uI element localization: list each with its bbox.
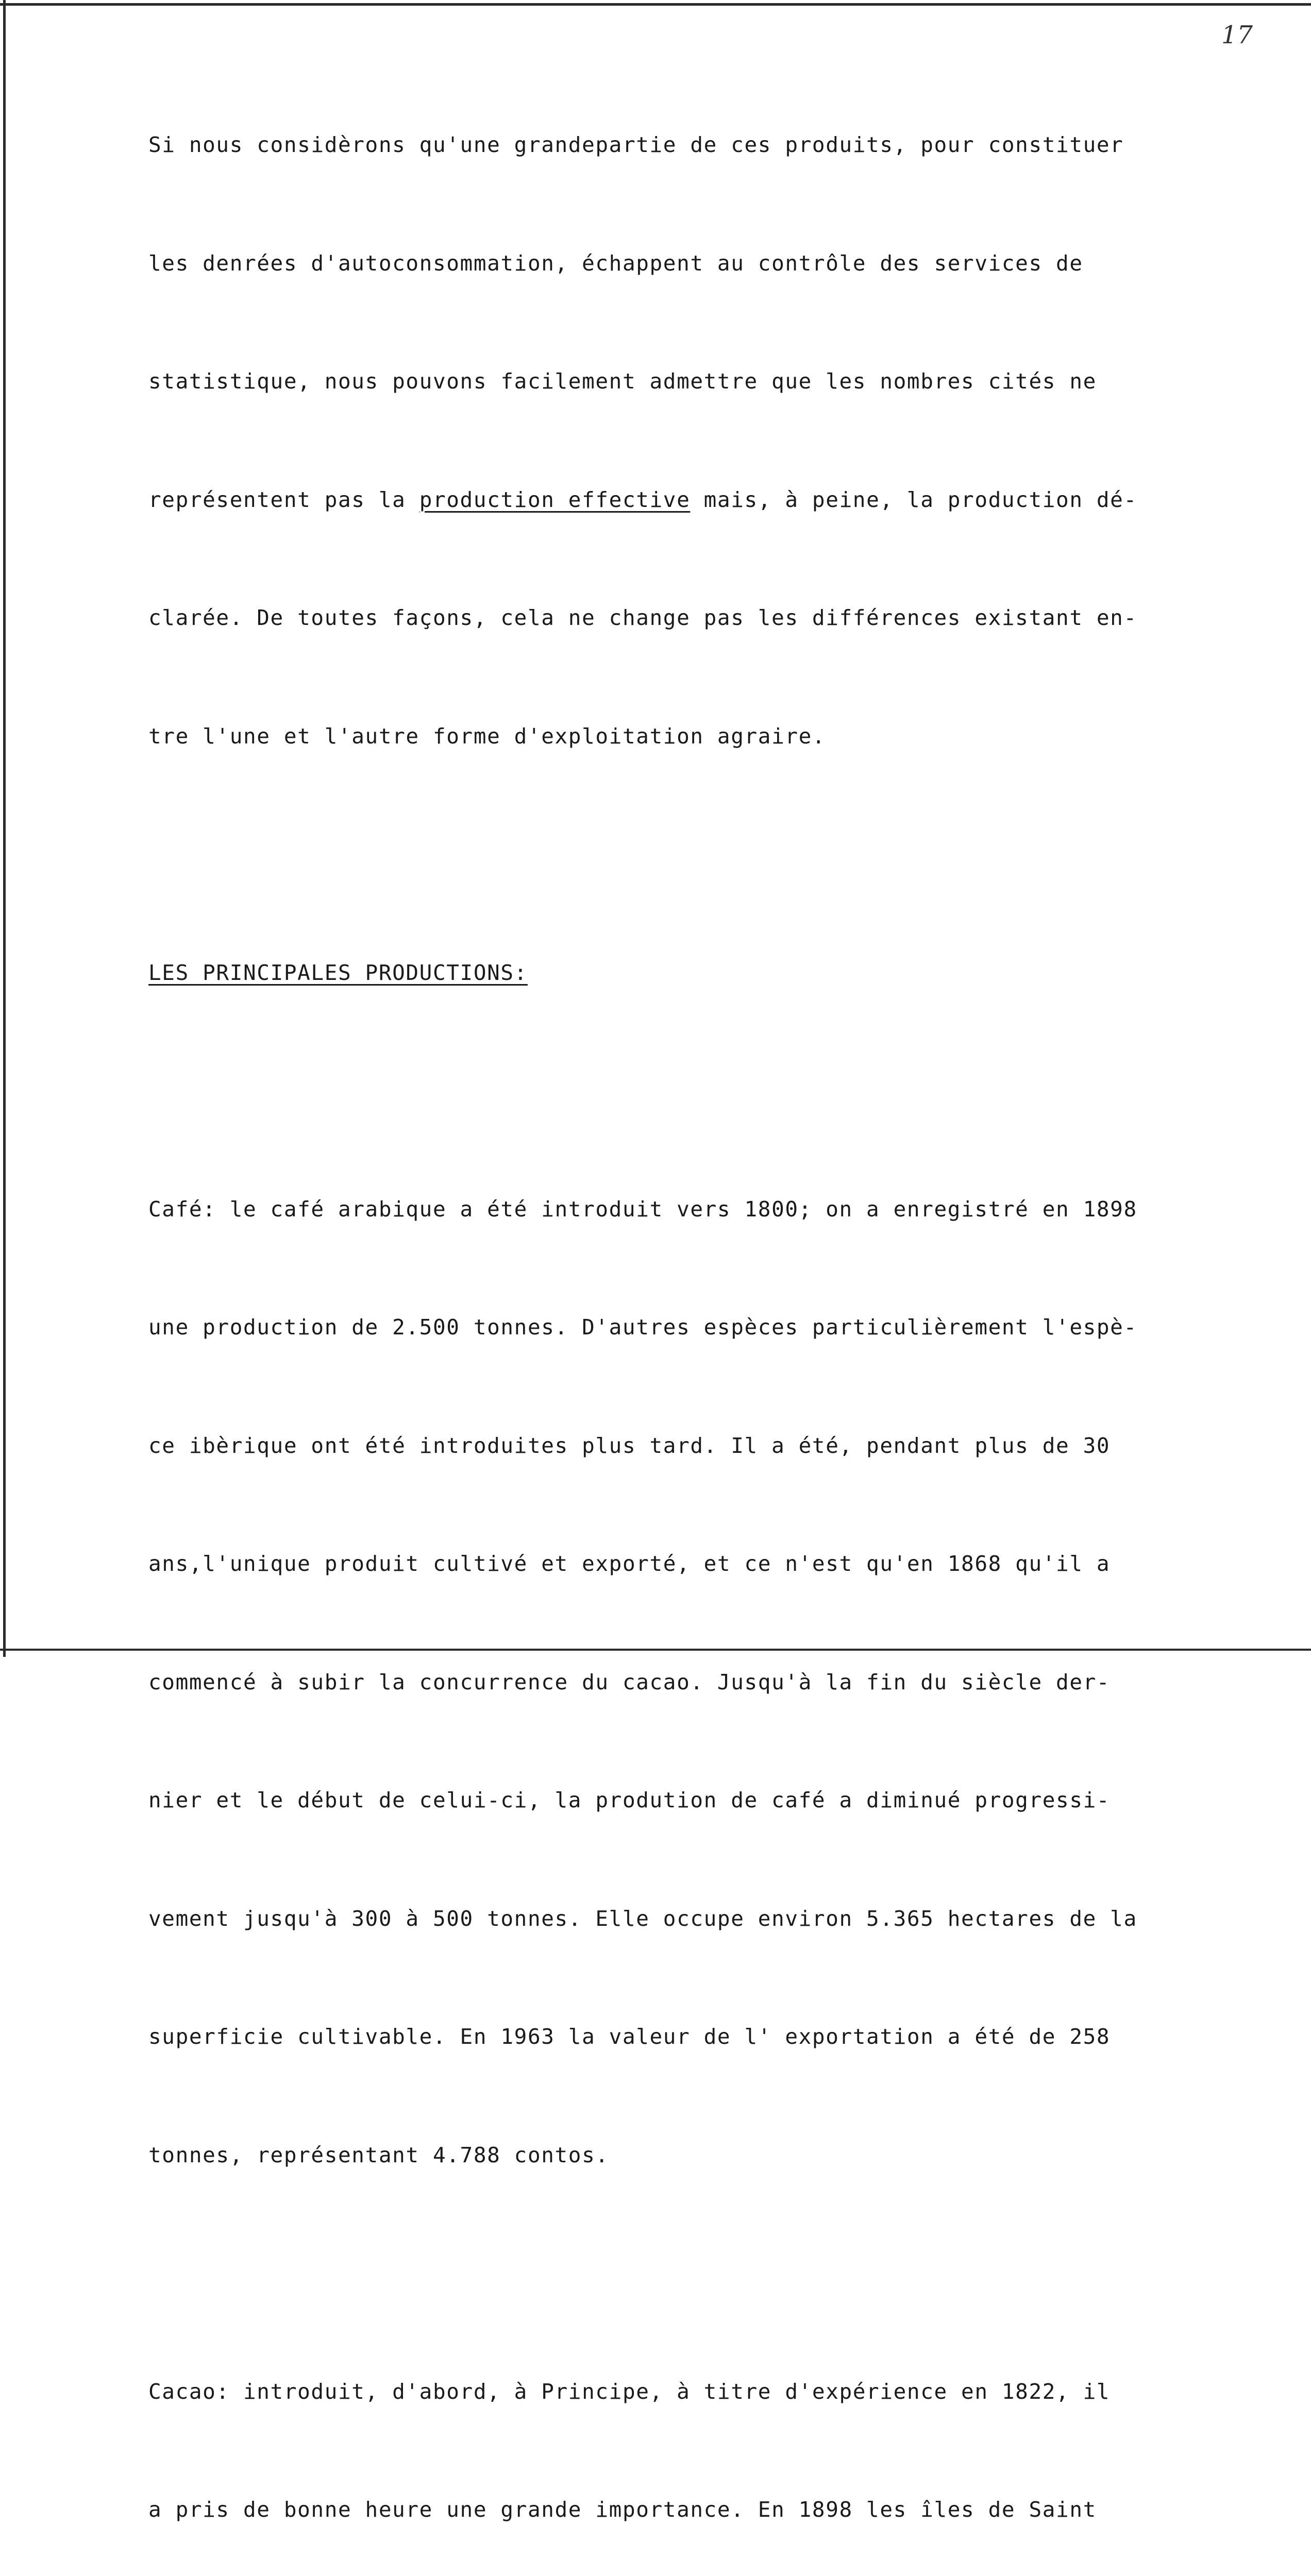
- text-line: clarée. De toutes façons, cela ne change pas les différences existant en-: [148, 605, 1137, 630]
- text-line: une production de 2.500 tonnes. D'autres espèces particulièrement l'espè-: [148, 1315, 1137, 1340]
- heading-principales-productions: LES PRINCIPALES PRODUCTIONS:: [148, 960, 528, 985]
- text-line: a pris de bonne heure une grande importance. En 1898 les îles de Saint: [148, 2497, 1097, 2522]
- text-line: statistique, nous pouvons facilement admettre que les nombres cités ne: [148, 369, 1097, 394]
- text-line: ans,l'unique produit cultivé et exporté, et ce n'est qu'en 1868 qu'il a: [148, 1551, 1111, 1576]
- text-line: vement jusqu'à 300 à 500 tonnes. Elle occupe environ 5.365 hectares de la: [148, 1906, 1137, 1931]
- top-margin-rule: [0, 3, 1311, 6]
- left-margin-rule: [3, 0, 6, 1657]
- page-number: 17: [1221, 21, 1253, 49]
- text-line: commencé à subir la concurrence du cacao. Jusqu'à la fin du siècle der-: [148, 1669, 1111, 1694]
- text-line: les denrées d'autoconsommation, échappent au contrôle des services de: [148, 250, 1083, 276]
- text-line: superficie cultivable. En 1963 la valeur de l' exportation a été de 258: [148, 2024, 1111, 2049]
- text-line: tonnes, représentant 4.788 contos.: [148, 2142, 609, 2167]
- section-heading: [148, 953, 1287, 993]
- text-line: nier et le début de celui-ci, la prodution de café a diminué progressi-: [148, 1788, 1111, 1812]
- text-line: ce ibèrique ont été introduites plus tard. Il a été, pendant plus de 30: [148, 1433, 1111, 1458]
- text-line: Si nous considèrons qu'une grandepartie de ces produits, pour constituer: [148, 132, 1124, 157]
- underlined-phrase: production effective: [419, 487, 691, 512]
- text-line: tre l'une et l'autre forme d'exploitation agraire.: [148, 723, 826, 749]
- typed-text-body: [148, 46, 1287, 2576]
- text-line: Café: le café arabique a été introduit vers 1800; on a enregistré en 1898: [148, 1196, 1137, 1222]
- text-line: [148, 480, 1287, 520]
- text-fragment: mais, à peine, la production dé-: [690, 487, 1137, 512]
- text-line: Cacao: introduit, d'abord, à Principe, à titre d'expérience en 1822, il: [148, 2379, 1111, 2404]
- text-fragment: représentent pas la: [148, 487, 419, 512]
